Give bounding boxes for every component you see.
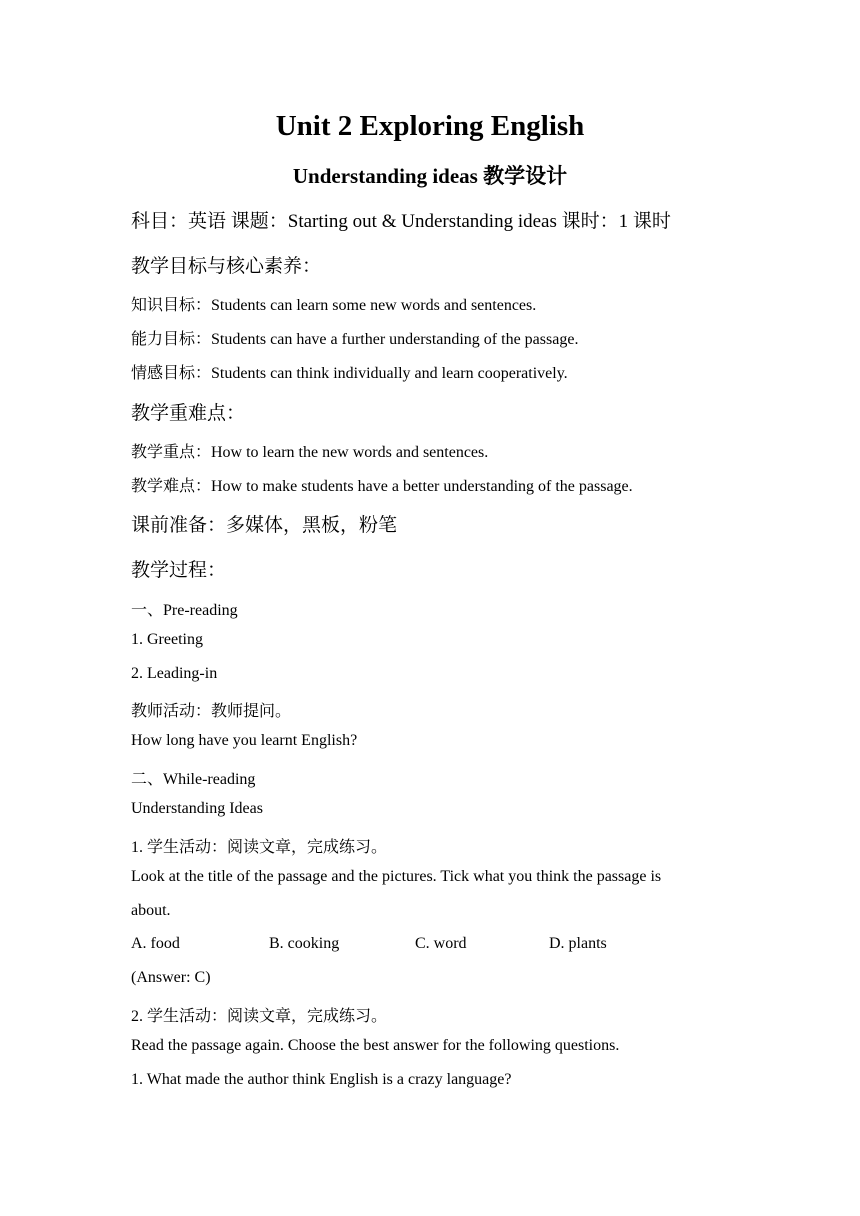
preparation-line: 课前准备：多媒体，黑板，粉笔 <box>131 515 398 536</box>
option-d: D. plants <box>549 935 607 952</box>
step-greeting: 1. Greeting <box>131 631 203 648</box>
task1-instruction-line1: Look at the title of the passage and the pictures. Tick what you think the passage is <box>131 868 662 885</box>
task2-label: 2. 学生活动：阅读文章，完成练习。 <box>131 1008 388 1025</box>
option-a: A. food <box>131 935 180 952</box>
task1-label: 1. 学生活动：阅读文章，完成练习。 <box>131 839 388 856</box>
key-point-difficulty: 教学难点：How to make students have a better understanding of the passage. <box>131 478 633 495</box>
pre-reading-heading: 一、Pre-reading <box>131 602 238 619</box>
document-title: Unit 2 Exploring English <box>275 110 585 142</box>
step-leading-in: 2. Leading-in <box>131 665 218 682</box>
key-points-heading: 教学重难点： <box>131 403 246 424</box>
document-subtitle: Understanding ideas 教学设计 <box>292 164 568 188</box>
understanding-ideas-subheading: Understanding Ideas <box>131 800 263 817</box>
process-heading: 教学过程： <box>131 560 227 581</box>
while-reading-heading: 二、While-reading <box>131 771 256 788</box>
task2-instruction: Read the passage again. Choose the best answer for the following questions. <box>131 1037 620 1054</box>
info-line: 科目：英语 课题：Starting out & Understanding ideas 课时：1 课时 <box>131 211 671 232</box>
objectives-heading: 教学目标与核心素养： <box>131 256 322 277</box>
key-point-focus: 教学重点：How to learn the new words and sentences. <box>131 444 489 461</box>
option-b: B. cooking <box>269 935 340 952</box>
objective-knowledge: 知识目标：Students can learn some new words and sentences. <box>131 297 537 314</box>
task1-instruction-line2: about. <box>131 902 171 919</box>
objective-emotion: 情感目标：Students can think individually and learn cooperatively. <box>131 365 568 382</box>
objective-ability: 能力目标：Students can have a further understanding of the passage. <box>131 331 579 348</box>
leading-question: How long have you learnt English? <box>131 732 358 749</box>
task2-question1: 1. What made the author think English is a crazy language? <box>131 1071 512 1088</box>
option-c: C. word <box>415 935 467 952</box>
teacher-activity: 教师活动：教师提问。 <box>131 703 292 720</box>
task1-answer: (Answer: C) <box>131 969 211 986</box>
